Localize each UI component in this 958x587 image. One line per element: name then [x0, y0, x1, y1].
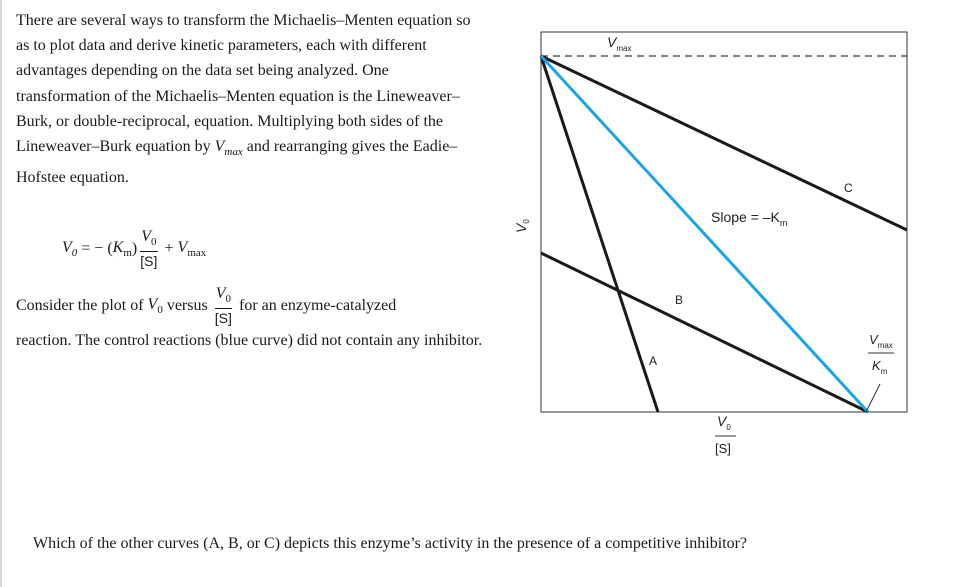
curve-a-line	[541, 56, 658, 412]
page-left-border	[0, 0, 2, 587]
slope-label: Slope = $-K_m$	[711, 209, 788, 228]
x-axis-label	[715, 413, 736, 456]
eq-equals: = − (	[77, 240, 113, 257]
consider-v0: $V_0$	[147, 295, 163, 317]
vmax-over-km-label	[868, 332, 894, 376]
consider-prefix: Consider the plot of	[16, 297, 148, 314]
intro-text: There are several ways to transform the Michaelis–Menten equation so as to plot data and derive kinetic parameters, each with different advantages depending on the data set being analyzed. One transformation of the Michaelis–Menten equation is the Lineweaver–Burk, or double-reciprocal, equation. Multiplying both sides of the Lineweaver–Burk equation by	[16, 12, 471, 156]
svg-text:V0: $V_0$	[513, 219, 531, 233]
vmax-top-label: $V_{max}$	[607, 34, 632, 53]
curve-a-label: A	[649, 354, 658, 368]
svg-text:V0: $V_0$	[717, 413, 731, 432]
eq-km: $K_m$	[112, 238, 132, 260]
eq-plus: +	[160, 240, 178, 257]
km-pointer-line	[866, 384, 880, 412]
consider-frac-numerator: $V_0$	[215, 285, 232, 309]
curve-b-line	[541, 253, 868, 412]
y-axis-label	[513, 219, 531, 233]
curve-c-line	[541, 56, 907, 230]
eq-close-paren: )	[131, 240, 138, 257]
svg-text:Vmax: $V_{max}$	[869, 332, 893, 350]
eadie-hofstee-plot	[500, 28, 920, 468]
eq-fraction	[140, 228, 157, 270]
consider-versus: versus	[162, 297, 212, 314]
control-line	[541, 56, 868, 412]
eq-frac-denominator: [S]	[140, 253, 158, 270]
consider-frac-denominator: [S]	[214, 310, 232, 327]
svg-text:[S]: [S]	[715, 441, 731, 456]
consider-fraction	[215, 285, 232, 327]
svg-text:Km: $K_m$	[872, 358, 888, 376]
curve-b-label: B	[675, 293, 684, 307]
intro-text-end: and rearranging gives the Eadie–Hofstee equation.	[16, 138, 458, 187]
consider-line	[16, 286, 486, 326]
eq-lhs: $V_0$	[62, 238, 78, 260]
control-paragraph: reaction. The control reactions (blue curve) did not contain any inhibitor.	[16, 332, 483, 349]
eq-frac-numerator: $V_0$	[140, 228, 157, 252]
eadie-hofstee-equation	[62, 226, 206, 272]
intro-vmax: $V_{max}$	[214, 138, 243, 159]
intro-paragraph	[16, 8, 486, 191]
eq-vmax: $V_{max}$	[177, 238, 207, 260]
consider-suffix: for an enzyme-catalyzed	[235, 297, 397, 314]
question-text: Which of the other curves (A, B, or C) depicts this enzyme’s activity in the presence of a competitive inhibitor?	[33, 535, 748, 552]
curve-c-label: C	[844, 181, 853, 195]
